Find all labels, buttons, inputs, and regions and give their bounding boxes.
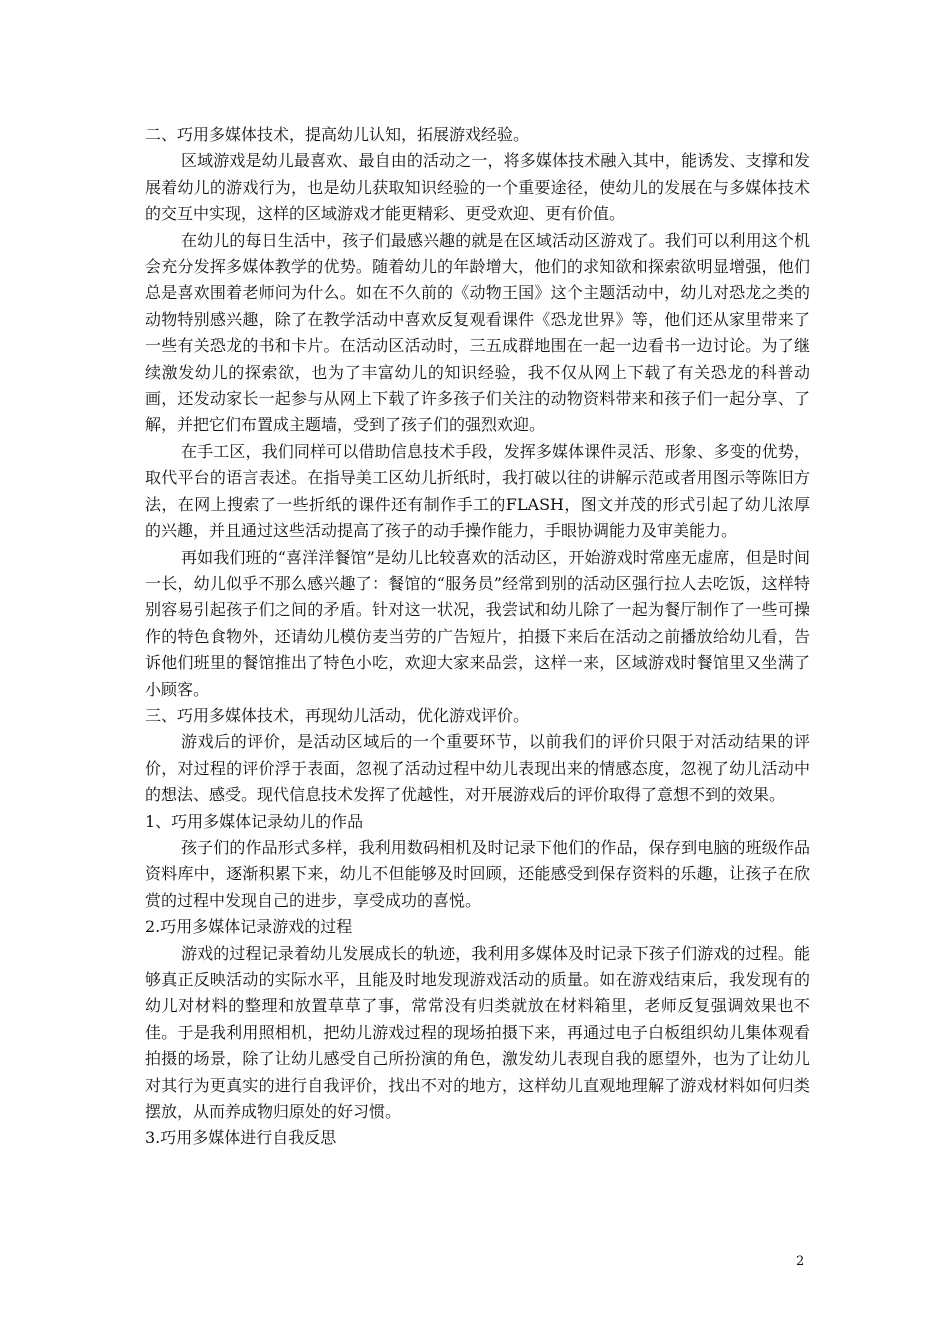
paragraph: 游戏后的评价，是活动区域后的一个重要环节，以前我们的评价只限于对活动结果的评价，对过程的评价浮于表面，忽视了活动过程中幼儿表现出来的情感态度，忽视了幼儿活动中的想法、感受。现代信息技术发挥了优越性，对开展游戏后的评价取得了意想不到的效果。 (145, 732, 810, 805)
subheading-3: 3.巧用多媒体进行自我反思 (145, 1128, 337, 1148)
section-heading-3: 三、巧用多媒体技术，再现幼儿活动，优化游戏评价。 (145, 705, 530, 725)
paragraph: 再如我们班的“喜洋洋餐馆”是幼儿比较喜欢的活动区，开始游戏时常座无虚席，但是时间一长，幼儿似乎不那么感兴趣了：餐馆的“服务员”经常到别的活动区强行拉人去吃饭，这样特别容易引起孩子们之间的矛盾。针对这一状况，我尝试和幼儿除了一起为餐厅制作了一些可操作的特色食物外，还请幼儿模仿麦当劳的广告短片，拍摄下来后在活动之前播放给幼儿看，告诉他们班里的餐馆推出了特色小吃，欢迎大家来品尝，这样一来，区域游戏时餐馆里又坐满了小顾客。 (145, 547, 810, 699)
subheading-2: 2.巧用多媒体记录游戏的过程 (145, 917, 353, 937)
paragraph: 在手工区，我们同样可以借助信息技术手段，发挥多媒体课件灵活、形象、多变的优势，取代平台的语言表述。在指导美工区幼儿折纸时，我打破以往的讲解示范或者用图示等陈旧方法，在网上搜索了一些折纸的课件还有制作手工的FLASH，图文并茂的形式引起了幼儿浓厚的兴趣，并且通过这些活动提高了孩子的动手操作能力，手眼协调能力及审美能力。 (145, 441, 810, 541)
section-heading-2: 二、巧用多媒体技术，提高幼儿认知，拓展游戏经验。 (145, 125, 530, 144)
paragraph: 游戏的过程记录着幼儿发展成长的轨迹，我利用多媒体及时记录下孩子们游戏的过程。能够真正反映活动的实际水平，且能及时地发现游戏活动的质量。如在游戏结束后，我发现有的幼儿对材料的整理和放置草草了事，常常没有归类就放在材料箱里，老师反复强调效果也不佳。于是我利用照相机，把幼儿游戏过程的现场拍摄下来，再通过电子白板组织幼儿集体观看拍摄的场景，除了让幼儿感受自己所扮演的角色，激发幼儿表现自我的愿望外，也为了让幼儿对其行为更真实的进行自我评价，找出不对的地方，这样幼儿直观地理解了游戏材料如何归类摆放，从而养成物归原处的好习惯。 (145, 943, 810, 1122)
paragraph: 区域游戏是幼儿最喜欢、最自由的活动之一，将多媒体技术融入其中，能诱发、支撑和发展着幼儿的游戏行为，也是幼儿获取知识经验的一个重要途径，使幼儿的发展在与多媒体技术的交互中实现，这样的区域游戏才能更精彩、更受欢迎、更有价值。 (145, 151, 810, 224)
subheading-1: 1、巧用多媒体记录幼儿的作品 (145, 811, 364, 831)
document-body (145, 122, 810, 1152)
page-number: 2 (796, 1254, 805, 1269)
paragraph: 在幼儿的每日生活中，孩子们最感兴趣的就是在区域活动区游戏了。我们可以利用这个机会充分发挥多媒体教学的优势。随着幼儿的年龄增大，他们的求知欲和探索欲明显增强，他们总是喜欢围着老师问为什么。如在不久前的《动物王国》这个主题活动中，幼儿对恐龙之类的动物特别感兴趣，除了在教学活动中喜欢反复观看课件《恐龙世界》等，他们还从家里带来了一些有关恐龙的书和卡片。在活动区活动时，三五成群地围在一起一边看书一边讨论。为了继续激发幼儿的探索欲，也为了丰富幼儿的知识经验，我不仅从网上下载了有关恐龙的科普动画，还发动家长一起参与从网上下载了许多孩子们关注的动物资料带来和孩子们一起分享、了解，并把它们布置成主题墙，受到了孩子们的强烈欢迎。 (145, 230, 810, 435)
paragraph: 孩子们的作品形式多样，我利用数码相机及时记录下他们的作品，保存到电脑的班级作品资料库中，逐渐积累下来，幼儿不但能够及时回顾，还能感受到保存资料的乐趣，让孩子在欣赏的过程中发现自己的进步，享受成功的喜悦。 (145, 837, 810, 910)
